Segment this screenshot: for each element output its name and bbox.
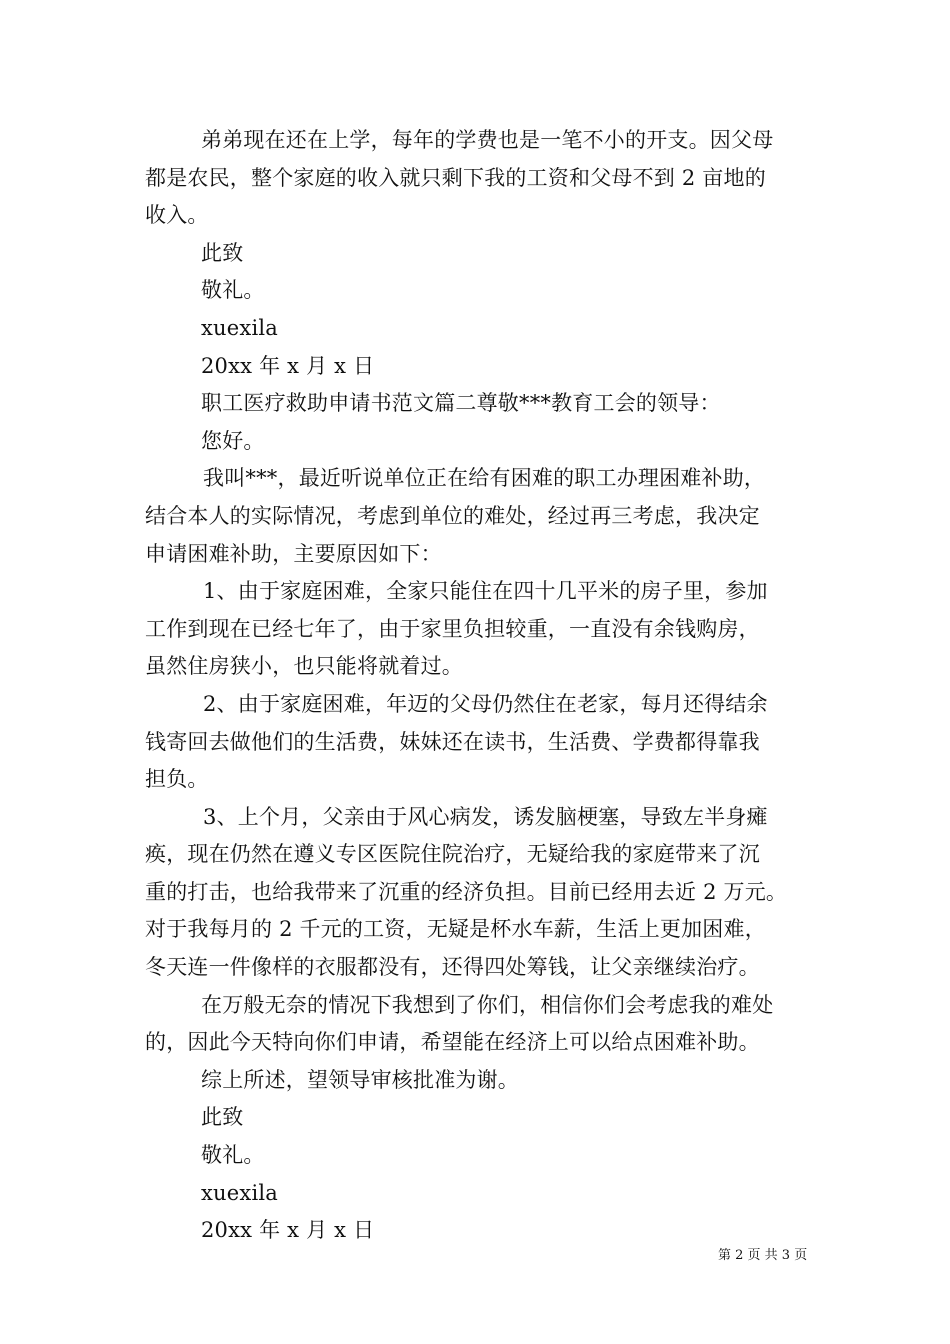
paragraph-line: 我叫***，最近听说单位正在给有困难的职工办理困难补助， <box>203 466 766 491</box>
paragraph-line: 都是农民，整个家庭的收入就只剩下我的工资和父母不到 2 亩地的 <box>145 165 766 190</box>
list-item-line: 虽然住房狭小，也只能将就着过。 <box>145 654 463 679</box>
date-line: 20xx 年 x 月 x 日 <box>201 353 375 378</box>
closing-salutation: 此致 <box>201 240 244 265</box>
document-body <box>145 122 817 1250</box>
signature: xuexila <box>201 315 278 340</box>
greeting: 您好。 <box>201 428 265 453</box>
paragraph-line: 弟弟现在还在上学，每年的学费也是一笔不小的开支。因父母 <box>201 128 774 152</box>
list-item-line: 痪，现在仍然在遵义专区医院住院治疗，无疑给我的家庭带来了沉 <box>145 842 760 867</box>
closing-respect: 敬礼。 <box>201 278 265 303</box>
list-item-line: 担负。 <box>145 767 209 792</box>
list-item-line: 工作到现在已经七年了，由于家里负担较重，一直没有余钱购房， <box>145 616 760 641</box>
paragraph-line: 的，因此今天特向你们申请，希望能在经济上可以给点困难补助。 <box>145 1030 760 1055</box>
list-item-line: 1、由于家庭困难，全家只能住在四十几平米的房子里，参加 <box>203 579 768 604</box>
list-item-line: 3、上个月，父亲由于风心病发，诱发脑梗塞，导致左半身瘫 <box>203 804 768 829</box>
list-item-line: 重的打击，也给我带来了沉重的经济负担。目前已经用去近 2 万元。 <box>145 879 788 904</box>
date-line: 20xx 年 x 月 x 日 <box>201 1218 375 1243</box>
paragraph-line: 申请困难补助，主要原因如下： <box>145 541 442 566</box>
closing-respect: 敬礼。 <box>201 1143 265 1168</box>
list-item-line: 冬天连一件像样的衣服都没有，还得四处筹钱，让父亲继续治疗。 <box>145 955 760 980</box>
page-number: 第 2 页 共 3 页 <box>718 1248 808 1263</box>
paragraph-line: 收入。 <box>145 203 209 228</box>
paragraph-line: 综上所述，望领导审核批准为谢。 <box>201 1067 519 1092</box>
paragraph-line: 在万般无奈的情况下我想到了你们，相信你们会考虑我的难处 <box>201 992 774 1017</box>
list-item-line: 对于我每月的 2 千元的工资，无疑是杯水车薪，生活上更加困难， <box>145 917 766 942</box>
paragraph-line: 结合本人的实际情况，考虑到单位的难处，经过再三考虑，我决定 <box>145 503 760 528</box>
list-item-line: 钱寄回去做他们的生活费，妹妹还在读书，生活费、学费都得靠我 <box>145 729 760 754</box>
list-item-line: 2、由于家庭困难，年迈的父母仍然住在老家，每月还得结余 <box>203 691 768 716</box>
closing-salutation: 此致 <box>201 1105 244 1130</box>
signature: xuexila <box>201 1180 278 1205</box>
section-heading: 职工医疗救助申请书范文篇二尊敬***教育工会的领导： <box>201 391 721 416</box>
